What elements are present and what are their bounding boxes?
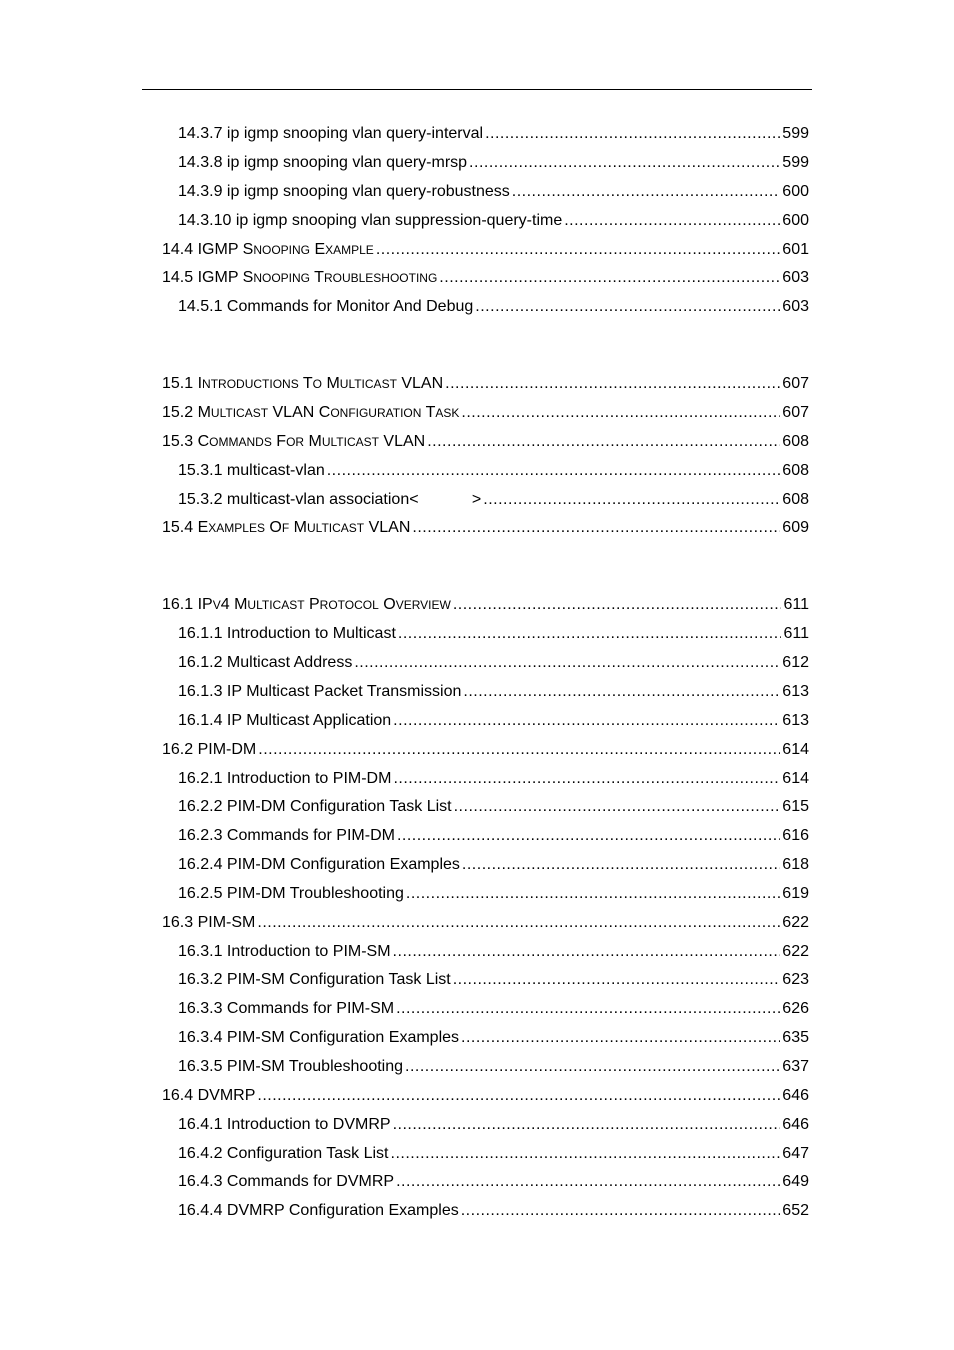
toc-dot-leader xyxy=(354,652,780,674)
toc-entry-title: 14.3.10 ip igmp snooping vlan suppression-query-time xyxy=(178,212,563,229)
toc-entry-title: 16.3 PIM-SM xyxy=(162,914,256,931)
toc-entry-title: 16.1 IPV4 MULTICAST PROTOCOL OVERVIEW xyxy=(162,596,451,613)
toc-entry-page-number: 599 xyxy=(782,125,809,142)
toc-entry[interactable] xyxy=(178,854,809,876)
toc-entry-page-number: 623 xyxy=(782,971,809,988)
toc-entry[interactable] xyxy=(178,460,809,482)
toc-entry-page-number: 607 xyxy=(782,375,809,392)
toc-entry-title: 15.3.1 multicast-vlan xyxy=(178,462,325,479)
toc-entry-page-number: 600 xyxy=(782,183,809,200)
toc-entry[interactable] xyxy=(178,123,809,145)
toc-entry[interactable] xyxy=(162,267,809,289)
toc-entry[interactable] xyxy=(178,1200,809,1222)
toc-entry-page-number: 615 xyxy=(782,798,809,815)
toc-entry-title: 16.4.1 Introduction to DVMRP xyxy=(178,1116,391,1133)
toc-entry-page-number: 608 xyxy=(782,433,809,450)
toc-entry-title: 15.3.2 multicast-vlan association< > xyxy=(178,491,482,508)
toc-entry-page-number: 611 xyxy=(783,596,809,613)
toc-entry-title: 16.2.5 PIM-DM Troubleshooting xyxy=(178,885,404,902)
toc-entry[interactable] xyxy=(178,883,809,905)
toc-entry-title: 14.4 IGMP SNOOPING EXAMPLE xyxy=(162,241,374,258)
toc-entry-title: 14.3.7 ip igmp snooping vlan query-interval xyxy=(178,125,484,142)
toc-entry[interactable] xyxy=(178,825,809,847)
toc-dot-leader xyxy=(405,1056,780,1078)
toc-entry-page-number: 646 xyxy=(782,1087,809,1104)
toc-dot-leader xyxy=(564,210,780,232)
toc-entry-page-number: 611 xyxy=(783,625,809,642)
toc-dot-leader xyxy=(453,594,782,616)
toc-entry-title: 16.3.3 Commands for PIM-SM xyxy=(178,1000,395,1017)
toc-entry-title: 16.3.1 Introduction to PIM-SM xyxy=(178,943,391,960)
toc-dot-leader xyxy=(439,267,780,289)
toc-entry-page-number: 635 xyxy=(782,1029,809,1046)
toc-entry-title: 14.5.1 Commands for Monitor And Debug xyxy=(178,298,474,315)
toc-dot-leader xyxy=(376,239,780,261)
toc-entry[interactable] xyxy=(162,1085,809,1107)
toc-dot-leader xyxy=(327,460,781,482)
toc-entry[interactable] xyxy=(178,652,809,674)
toc-entry[interactable] xyxy=(178,941,809,963)
toc-entry[interactable] xyxy=(178,623,809,645)
toc-dot-leader xyxy=(396,1171,780,1193)
toc-entry[interactable] xyxy=(162,594,809,616)
toc-dot-leader xyxy=(398,623,782,645)
toc-entry-title: 15.2 MULTICAST VLAN CONFIGURATION TASK xyxy=(162,404,460,421)
toc-entry-page-number: 612 xyxy=(782,654,809,671)
toc-dot-leader xyxy=(258,739,780,761)
toc-entry-title: 14.3.8 ip igmp snooping vlan query-mrsp xyxy=(178,154,468,171)
toc-dot-leader xyxy=(475,296,780,318)
toc-entry-page-number: 652 xyxy=(782,1202,809,1219)
toc-dot-leader xyxy=(453,969,781,991)
toc-entry[interactable] xyxy=(178,1171,809,1193)
toc-entry-title: 15.3 COMMANDS FOR MULTICAST VLAN xyxy=(162,433,426,450)
toc-entry-title: 16.2.1 Introduction to PIM-DM xyxy=(178,770,392,787)
toc-entry-page-number: 601 xyxy=(782,241,809,258)
toc-entry-title: 16.3.4 PIM-SM Configuration Examples xyxy=(178,1029,460,1046)
toc-entry-title: 16.1.3 IP Multicast Packet Transmission xyxy=(178,683,462,700)
toc-entry-page-number: 603 xyxy=(782,298,809,315)
toc-entry-page-number: 614 xyxy=(782,741,809,758)
toc-dot-leader xyxy=(427,431,780,453)
toc-entry[interactable] xyxy=(178,768,809,790)
toc-entry-page-number: 647 xyxy=(782,1145,809,1162)
toc-dot-leader xyxy=(257,912,780,934)
toc-entry-title: 16.1.2 Multicast Address xyxy=(178,654,353,671)
toc-entry[interactable] xyxy=(162,912,809,934)
toc-dot-leader xyxy=(412,517,780,539)
toc-entry[interactable] xyxy=(162,239,809,261)
toc-dot-leader xyxy=(461,402,780,424)
toc-entry-page-number: 637 xyxy=(782,1058,809,1075)
toc-entry[interactable] xyxy=(162,373,809,395)
toc-entry-page-number: 608 xyxy=(782,491,809,508)
toc-entry-page-number: 607 xyxy=(782,404,809,421)
toc-entry-title: 16.4.3 Commands for DVMRP xyxy=(178,1173,395,1190)
toc-entry[interactable] xyxy=(178,489,809,511)
toc-entry[interactable] xyxy=(178,969,809,991)
toc-entry-page-number: 609 xyxy=(782,519,809,536)
toc-dot-leader xyxy=(393,1114,781,1136)
toc-entry-title: 16.2.3 Commands for PIM-DM xyxy=(178,827,395,844)
toc-entry-page-number: 626 xyxy=(782,1000,809,1017)
toc-entry-page-number: 649 xyxy=(782,1173,809,1190)
toc-entry-title: 16.4.4 DVMRP Configuration Examples xyxy=(178,1202,459,1219)
toc-dot-leader xyxy=(512,181,781,203)
toc-entry-title: 16.3.2 PIM-SM Configuration Task List xyxy=(178,971,451,988)
toc-entry-page-number: 622 xyxy=(782,914,809,931)
toc-entry-title: 16.2.4 PIM-DM Configuration Examples xyxy=(178,856,460,873)
toc-entry[interactable] xyxy=(178,152,809,174)
toc-entry-title: 16.2 PIM-DM xyxy=(162,741,257,758)
toc-entry[interactable] xyxy=(178,181,809,203)
toc-entry-page-number: 603 xyxy=(782,269,809,286)
toc-dot-leader xyxy=(393,941,781,963)
toc-entry-page-number: 600 xyxy=(782,212,809,229)
toc-entry[interactable] xyxy=(162,739,809,761)
toc-entry[interactable] xyxy=(178,796,809,818)
toc-entry-page-number: 599 xyxy=(782,154,809,171)
toc-entry-page-number: 622 xyxy=(782,943,809,960)
toc-entry[interactable] xyxy=(178,210,809,232)
toc-entry[interactable] xyxy=(178,681,809,703)
toc-entry-page-number: 619 xyxy=(782,885,809,902)
toc-dot-leader xyxy=(406,883,780,905)
toc-entry-title: 15.1 INTRODUCTIONS TO MULTICAST VLAN xyxy=(162,375,444,392)
toc-entry[interactable] xyxy=(178,1114,809,1136)
toc-dot-leader xyxy=(485,123,780,145)
toc-entry[interactable] xyxy=(162,517,809,539)
toc-dot-leader xyxy=(461,1200,781,1222)
toc-dot-leader xyxy=(445,373,780,395)
toc-entry-page-number: 608 xyxy=(782,462,809,479)
toc-entry[interactable] xyxy=(178,296,809,318)
toc-entry[interactable] xyxy=(178,710,809,732)
toc-entry[interactable] xyxy=(162,431,809,453)
toc-entry-page-number: 646 xyxy=(782,1116,809,1133)
toc-dot-leader xyxy=(257,1085,780,1107)
toc-dot-leader xyxy=(396,998,780,1020)
toc-entry[interactable] xyxy=(162,402,809,424)
toc-entry-page-number: 616 xyxy=(782,827,809,844)
toc-dot-leader xyxy=(391,1143,781,1165)
toc-entry-page-number: 613 xyxy=(782,712,809,729)
toc-entry[interactable] xyxy=(178,1027,809,1049)
toc-dot-leader xyxy=(483,489,780,511)
toc-entry-title: 16.2.2 PIM-DM Configuration Task List xyxy=(178,798,452,815)
toc-entry-title: 16.4.2 Configuration Task List xyxy=(178,1145,389,1162)
toc-entry-title: 16.4 DVMRP xyxy=(162,1087,256,1104)
toc-entry-title: 14.5 IGMP SNOOPING TROUBLESHOOTING xyxy=(162,269,438,286)
toc-dot-leader xyxy=(461,1027,780,1049)
toc-dot-leader xyxy=(469,152,780,174)
toc-entry-page-number: 614 xyxy=(782,770,809,787)
toc-dot-leader xyxy=(397,825,780,847)
toc-entry[interactable] xyxy=(178,1143,809,1165)
toc-entry-title: 15.4 EXAMPLES OF MULTICAST VLAN xyxy=(162,519,411,536)
toc-entry-title: 16.1.1 Introduction to Multicast xyxy=(178,625,396,642)
header-rule xyxy=(142,89,812,90)
toc-entry[interactable] xyxy=(178,1056,809,1078)
toc-entry-page-number: 618 xyxy=(782,856,809,873)
toc-entry-page-number: 613 xyxy=(782,683,809,700)
toc-entry[interactable] xyxy=(178,998,809,1020)
toc-dot-leader xyxy=(462,854,780,876)
toc-dot-leader xyxy=(454,796,781,818)
toc-dot-leader xyxy=(463,681,780,703)
toc-dot-leader xyxy=(393,768,780,790)
toc-dot-leader xyxy=(393,710,780,732)
toc-entry-title: 16.1.4 IP Multicast Application xyxy=(178,712,392,729)
toc-entry-title: 16.3.5 PIM-SM Troubleshooting xyxy=(178,1058,404,1075)
toc-entry-title: 14.3.9 ip igmp snooping vlan query-robustness xyxy=(178,183,510,200)
